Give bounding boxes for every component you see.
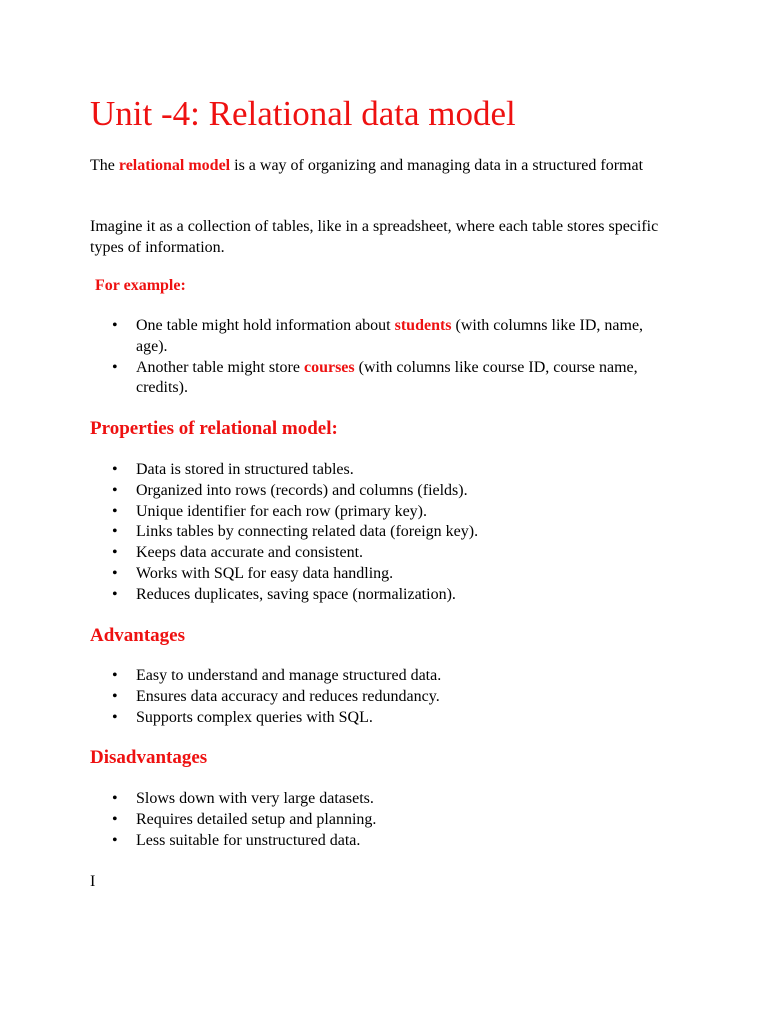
bullet-icon: • bbox=[112, 564, 118, 582]
bullet-icon: • bbox=[112, 461, 118, 478]
bullet-icon: • bbox=[112, 317, 118, 334]
bullet-icon: • bbox=[112, 358, 118, 376]
property-text: Unique identifier for each row (primary key). bbox=[136, 502, 427, 520]
intro-paragraph bbox=[90, 156, 680, 177]
disadvantage-text: Slows down with very large datasets. bbox=[136, 790, 374, 807]
list-item bbox=[90, 687, 650, 708]
list-item bbox=[90, 585, 650, 606]
bullet-icon: • bbox=[112, 585, 118, 603]
property-text: Reduces duplicates, saving space (normalization). bbox=[136, 585, 456, 603]
property-text: Links tables by connecting related data (foreign key). bbox=[136, 523, 479, 541]
disadvantage-text: Requires detailed setup and planning. bbox=[136, 810, 377, 828]
list-item bbox=[90, 460, 650, 481]
example-label: For example: bbox=[95, 277, 186, 294]
bullet-icon: • bbox=[112, 790, 118, 807]
list-item bbox=[90, 502, 650, 523]
example-suffix: (with columns like course ID, course name, credits). bbox=[136, 358, 638, 397]
list-item bbox=[90, 543, 650, 564]
disadvantages-list bbox=[90, 789, 650, 851]
list-item bbox=[90, 666, 650, 687]
trailing-text: I bbox=[90, 873, 96, 890]
advantage-text: Ensures data accuracy and reduces redundancy. bbox=[136, 687, 440, 705]
intro-highlight: relational model bbox=[118, 157, 231, 174]
list-item bbox=[90, 358, 650, 400]
bullet-icon: • bbox=[112, 831, 118, 849]
bullet-icon: • bbox=[112, 667, 118, 684]
disadvantage-text: Less suitable for unstructured data. bbox=[136, 831, 361, 849]
page-title: Unit -4: Relational data model bbox=[90, 94, 516, 133]
list-item bbox=[90, 522, 650, 543]
list-item bbox=[90, 708, 650, 729]
example-highlight: courses bbox=[303, 358, 355, 376]
bullet-icon: • bbox=[112, 810, 118, 828]
list-item bbox=[90, 789, 650, 810]
example-suffix: (with columns like ID, name, age). bbox=[136, 317, 644, 355]
property-text: Organized into rows (records) and columns (fields). bbox=[136, 481, 468, 499]
properties-list bbox=[90, 460, 650, 606]
property-text: Data is stored in structured tables. bbox=[136, 461, 354, 478]
example-prefix: One table might hold information about bbox=[136, 317, 395, 334]
imagine-paragraph: Imagine it as a collection of tables, like in a spreadsheet, where each table stores specific types of information. bbox=[90, 218, 659, 256]
bullet-icon: • bbox=[112, 544, 118, 562]
property-text: Works with SQL for easy data handling. bbox=[136, 564, 394, 582]
advantages-heading: Advantages bbox=[90, 625, 186, 646]
list-item bbox=[90, 831, 650, 852]
bullet-icon: • bbox=[112, 523, 118, 541]
list-item bbox=[90, 564, 650, 585]
example-highlight: students bbox=[394, 317, 452, 334]
list-item bbox=[90, 481, 650, 502]
advantage-text: Supports complex queries with SQL. bbox=[136, 708, 373, 726]
list-item bbox=[90, 316, 650, 358]
disadvantages-heading: Disadvantages bbox=[90, 747, 208, 768]
list-item bbox=[90, 810, 650, 831]
intro-prefix: The bbox=[90, 157, 119, 174]
advantages-list bbox=[90, 666, 650, 728]
bullet-icon: • bbox=[112, 502, 118, 520]
bullet-icon: • bbox=[112, 708, 118, 726]
bullet-icon: • bbox=[112, 687, 118, 705]
examples-list bbox=[90, 316, 650, 399]
advantage-text: Easy to understand and manage structured data. bbox=[136, 667, 442, 684]
intro-suffix: is a way of organizing and managing data in a structured format bbox=[230, 157, 644, 174]
bullet-icon: • bbox=[112, 481, 118, 499]
property-text: Keeps data accurate and consistent. bbox=[136, 544, 364, 562]
properties-heading: Properties of relational model: bbox=[90, 418, 338, 439]
example-prefix: Another table might store bbox=[136, 358, 304, 376]
